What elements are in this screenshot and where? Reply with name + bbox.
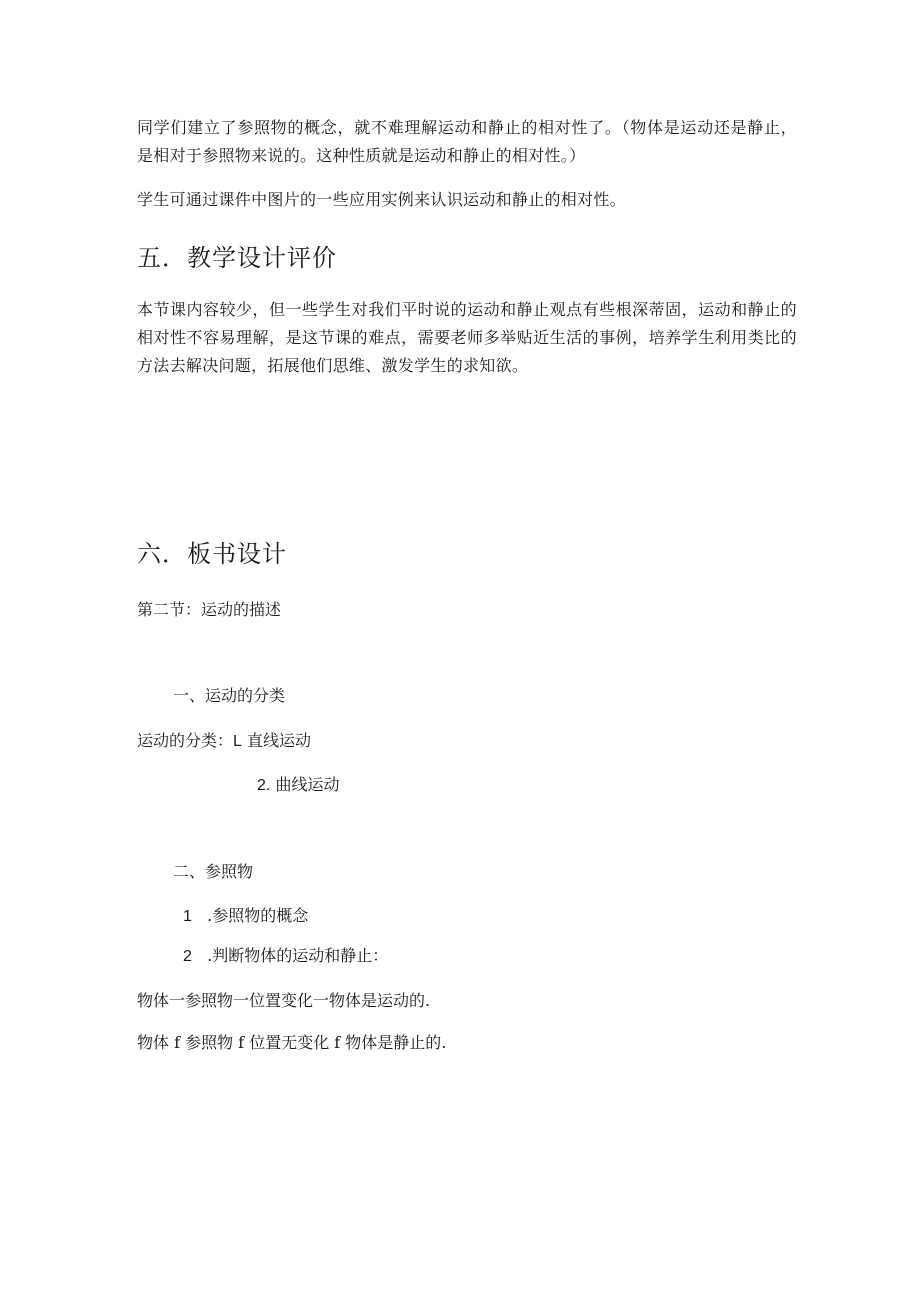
sub-item-number-2: 2: [183, 948, 192, 965]
rule-stationary: 物体 f 参照物 f 位置无变化 f 物体是静止的.: [137, 1033, 447, 1052]
sub-item-number-1: 1: [183, 908, 192, 925]
sub-item-judgement-text: .判断物体的运动和静止：: [207, 946, 389, 965]
section-heading-board-design: 六．板书设计: [137, 540, 287, 568]
paragraph-relativity-intro: 同学们建立了参照物的概念，就不难理解运动和静止的相对性了。（物体是运动还是静止，是相对于参照物来说的。这种性质就是运动和静止的相对性。）: [137, 118, 797, 165]
paragraph-evaluation-body: 本节课内容较少，但一些学生对我们平时说的运动和静止观点有些根深蒂固，运动和静止的相对性不容易理解，是这节课的难点，需要老师多举贴近生活的事例，培养学生利用类比的方法去解决问题，拓展他们思维、激发学生的求知欲。: [137, 300, 797, 375]
classification-prefix: 运动的分类：: [137, 731, 234, 750]
classification-line: [137, 731, 311, 752]
sub-item-concept-text: .参照物的概念: [207, 906, 309, 925]
part-heading-classification: 一、运动的分类: [173, 686, 286, 705]
board-title: 第二节：运动的描述: [137, 600, 282, 619]
classification-item-2: [257, 775, 339, 796]
list-item-linear-motion: 直线运动: [247, 731, 312, 750]
sub-item-concept: [183, 906, 308, 927]
part-heading-reference-frame: 二、参照物: [173, 862, 254, 881]
section-heading-evaluation: 五．教学设计评价: [137, 244, 337, 272]
rule-moving: 物体一参照物一位置变化一物体是运动的.: [137, 991, 431, 1010]
list-item-curvilinear-motion: 曲线运动: [275, 775, 340, 794]
list-number-1: L: [233, 733, 242, 750]
paragraph-courseware-examples: 学生可通过课件中图片的一些应用实例来认识运动和静止的相对性。: [137, 190, 627, 209]
sub-item-judgement: [183, 946, 388, 967]
list-number-2: 2.: [257, 777, 271, 794]
